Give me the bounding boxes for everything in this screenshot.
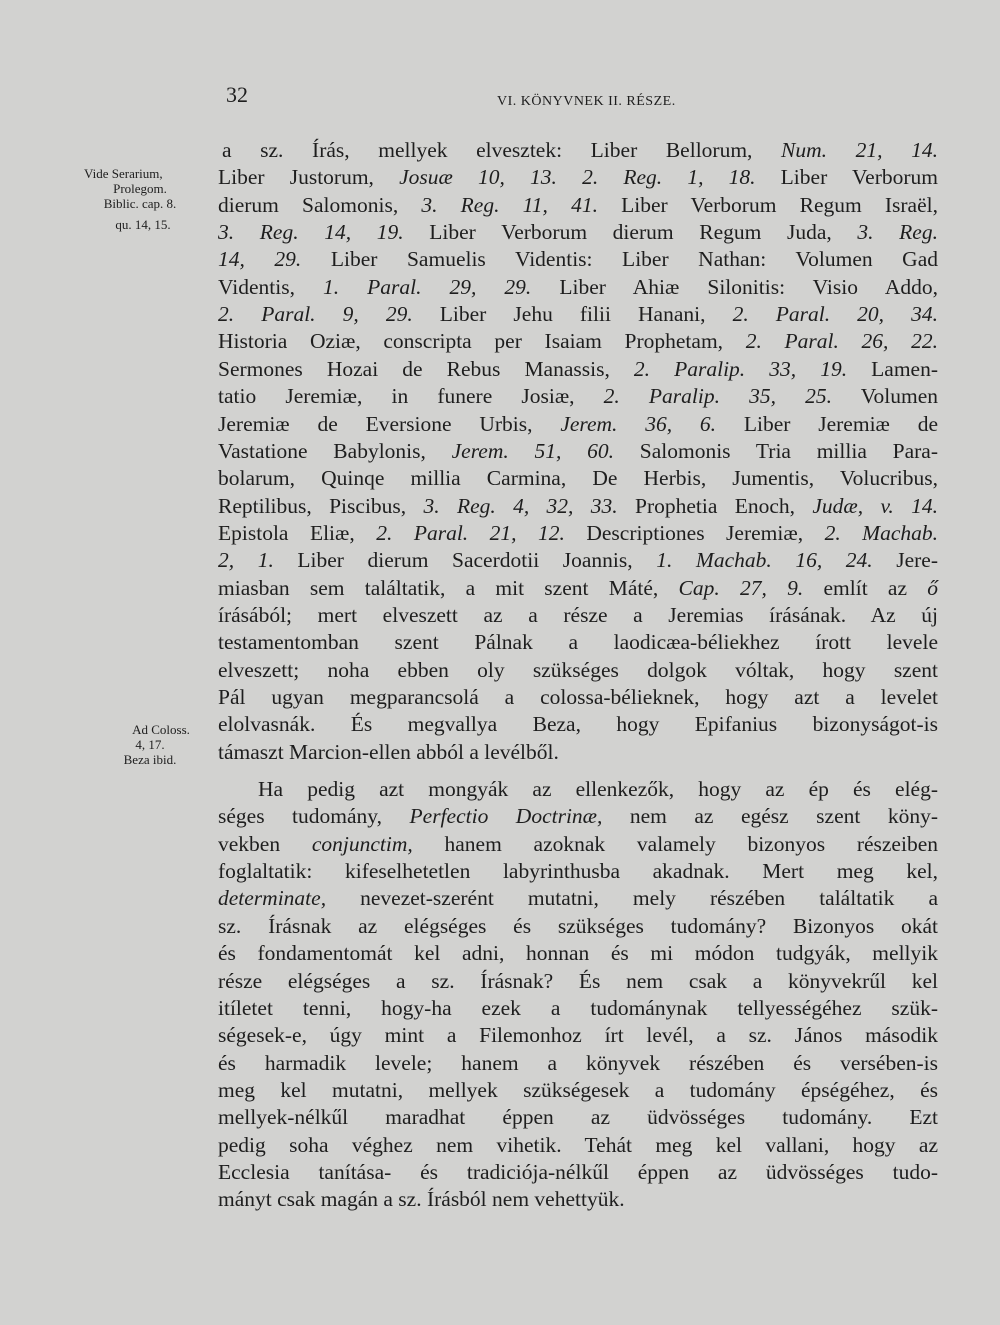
margin-note-line: Ad Coloss. [132, 722, 190, 737]
text-line: sz. Írásnak az elégséges és szükséges tudomány? Bizonyos okát [218, 913, 938, 938]
margin-note-line: Beza ibid. [123, 752, 177, 767]
running-head: VI. KÖNYVNEK II. RÉSZE. [497, 94, 676, 109]
text-line: pedig soha véghez nem vihetik. Tehát meg kel vallani, hogy az [218, 1132, 938, 1157]
text-line: tatio Jeremiæ, in funere Josiæ, 2. Paralip. 35, 25. Volumen [218, 384, 938, 409]
text-line: Liber Justorum, Josuæ 10, 13. 2. Reg. 1, 18. Liber Verborum [218, 165, 938, 190]
text-line: vekben conjunctim, hanem azoknak valamely bizonyos részeiben [218, 831, 938, 856]
text-line: bolarum, Quinqe millia Carmina, De Herbis, Jumentis, Volucribus, [218, 466, 938, 491]
margin-note-line: Prolegom. [113, 181, 167, 196]
text-line: miasban sem találtatik, a mit szent Máté, Cap. 27, 9. említ az ő [218, 575, 938, 600]
text-line: és fondamentomát kel adni, honnan és mi módon tudgyák, mellyik [218, 941, 938, 966]
text-line: a sz. Írás, mellyek elvesztek: Liber Bellorum, Num. 21, 14. [222, 138, 939, 162]
margin-note-serarium [84, 166, 216, 232]
margin-note-coloss [106, 722, 216, 767]
text-line: foglaltatik: kifeselhetetlen labyrinthusba akadnak. Mert meg kel, [218, 859, 938, 884]
text-line: Jeremiæ de Eversione Urbis, Jerem. 36, 6. Liber Jeremiæ de [218, 411, 938, 436]
text-line: itíletet tenni, hogy-ha ezek a tudománynak tellyességéhez szük- [218, 995, 938, 1020]
text-line: mellyek-nélkűl maradhat éppen az üdvösséges tudomány. Ezt [218, 1105, 938, 1130]
text-line: 2. Paral. 9, 29. Liber Jehu filii Hanani, 2. Paral. 20, 34. [218, 302, 939, 327]
text-line: Reptilibus, Piscibus, 3. Reg. 4, 32, 33. Prophetia Enoch, Judæ, v. 14. [218, 493, 939, 518]
text-line: támaszt Marcion-ellen abból a levélből. [218, 739, 559, 764]
margin-note-line: 4, 17. [135, 737, 165, 752]
margin-note-line: Biblic. cap. 8. [103, 196, 177, 211]
text-line: Pál ugyan megparancsolá a colossa-bélieknek, hogy azt a levelet [218, 685, 938, 709]
text-line: része elégséges a sz. Írásnak? És nem csak a könyvekrűl kel [218, 968, 938, 993]
margin-note-line: qu. 14, 15. [115, 217, 171, 232]
text-line: elveszett; noha ebben oly szükséges dolgok vóltak, hogy szent [218, 657, 938, 682]
text-line: séges tudomány, Perfectio Doctrinæ, nem az egész szent köny- [218, 804, 939, 829]
text-line: 14, 29. Liber Samuelis Videntis: Liber Nathan: Volumen Gad [218, 247, 938, 272]
text-line: mányt csak magán a sz. Írásból nem vehettyük. [218, 1187, 625, 1212]
text-line: 3. Reg. 14, 19. Liber Verborum dierum Regum Juda, 3. Reg. [218, 220, 938, 245]
text-line: dierum Salomonis, 3. Reg. 11, 41. Liber Verborum Regum Israël, [218, 192, 938, 217]
text-line: testamentomban szent Pálnak a laodicæa-béliekhez írott levele [218, 630, 938, 655]
text-line: Ecclesia tanítása- és tradiciója-nélkűl éppen az üdvösséges tudo- [218, 1159, 938, 1184]
page-number: 32 [226, 82, 248, 107]
text-line: írásából; mert elveszett az a része a Jeremias írásának. Az új [218, 602, 938, 627]
text-line: Videntis, 1. Paral. 29, 29. Liber Ahiæ Silonitis: Visio Addo, [218, 274, 938, 299]
margin-note-line: Vide Serarium, [84, 166, 163, 181]
text-line: Historia Oziæ, conscripta per Isaiam Prophetam, 2. Paral. 26, 22. [218, 329, 938, 354]
text-line: determinate, nevezet-szerént mutatni, mely részében találtatik a [218, 886, 938, 911]
text-line: Vastatione Babylonis, Jerem. 51, 60. Salomonis Tria millia Para- [218, 438, 938, 463]
text-line: ségesek-e, úgy mint a Filemonhoz írt levél, a sz. János második [218, 1023, 938, 1048]
text-line: 2, 1. Liber dierum Sacerdotii Joannis, 1. Machab. 16, 24. Jere- [218, 548, 939, 573]
text-line: Sermones Hozai de Rebus Manassis, 2. Paralip. 33, 19. Lamen- [218, 356, 938, 381]
text-line: Ha pedig azt mongyák az ellenkezők, hogy az ép és elég- [258, 777, 938, 802]
text-line: és harmadik levele; hanem a könyvek részében és versében-is [218, 1050, 938, 1075]
text-line: Epistola Eliæ, 2. Paral. 21, 12. Descriptiones Jeremiæ, 2. Machab. [218, 520, 938, 545]
text-line: meg kel mutatni, mellyek szükségesek a tudomány épségéhez, és [218, 1077, 938, 1102]
text-line: elolvasnák. És megvallya Beza, hogy Epifanius bizonyságot-is [218, 712, 938, 737]
